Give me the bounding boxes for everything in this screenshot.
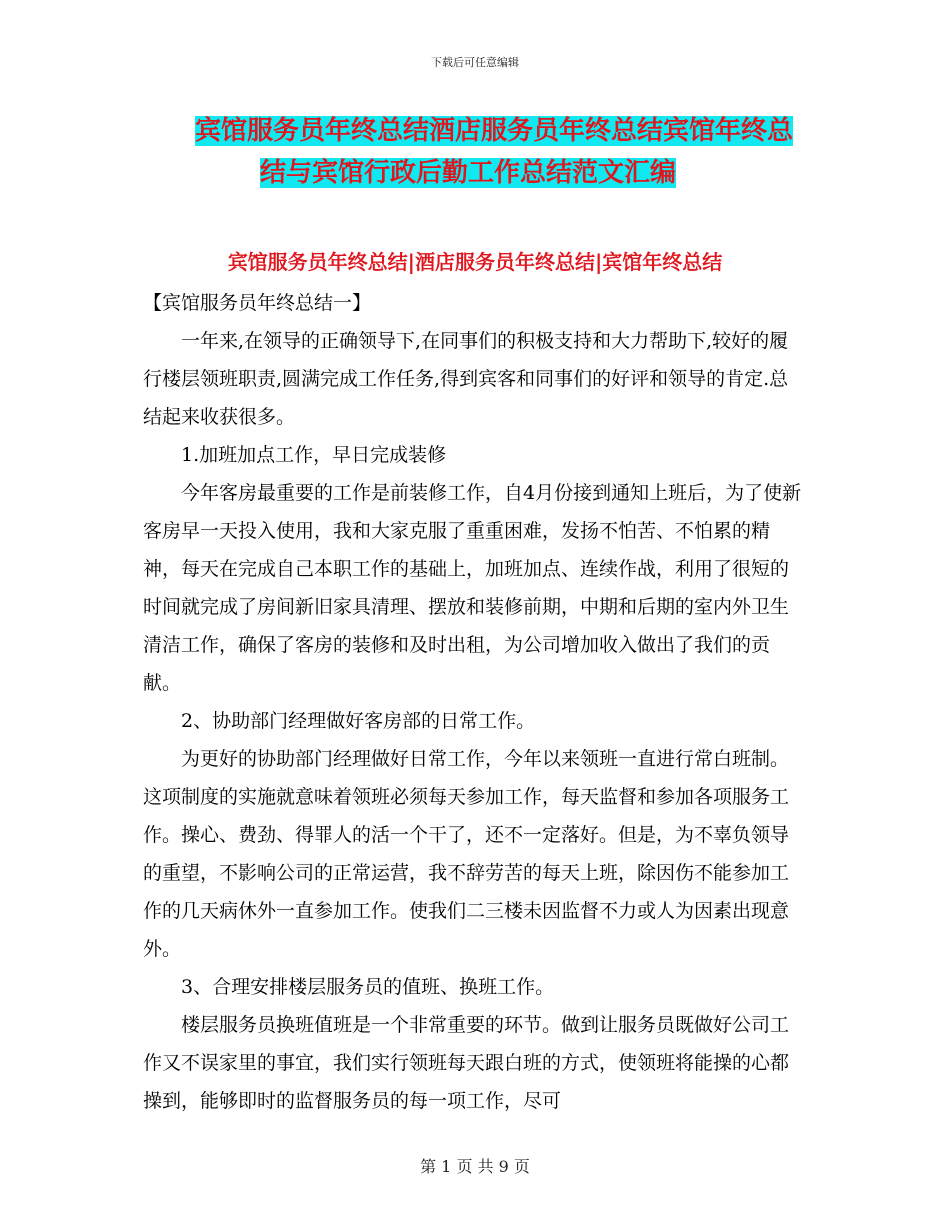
page-footer: 第 1 页 共 9 页 <box>420 1157 530 1176</box>
paragraph: 一年来,在领导的正确领导下,在同事们的积极支持和大力帮助下,较好的履行楼层领班职责,圆满完成工作任务,得到宾客和同事们的好评和领导的肯定.总结起来收获很多。 <box>143 330 789 428</box>
title-line-2: 结与宾馆行政后勤工作总结范文汇编 <box>260 158 677 188</box>
body-text <box>143 284 803 1120</box>
paragraph: 2、协助部门经理做好客房部的日常工作。 <box>181 710 536 732</box>
paragraph: 为更好的协助部门经理做好日常工作，今年以来领班一直进行常白班制。这项制度的实施就意味着领班必须每天参加工作，每天监督和参加各项服务工作。操心、费劲、得罪人的活一个干了，还不一定落好。但是，为不辜负领导的重望，不影响公司的正常运营，我不辞劳苦的每天上班，除因伤不能参加工作的几天病休外一直参加工作。使我们二三楼未因监督不力或人为因素出现意外。 <box>143 748 790 960</box>
paragraph: 1.加班加点工作，早日完成装修 <box>181 444 447 466</box>
document-title <box>150 110 830 194</box>
title-line-1: 宾馆服务员年终总结酒店服务员年终总结宾馆年终总 <box>195 116 794 146</box>
header-note: 下载后可任意编辑 <box>431 56 519 69</box>
paragraph: 楼层服务员换班值班是一个非常重要的环节。做到让服务员既做好公司工作又不误家里的事宜，我们实行领班每天跟白班的方式，使领班将能操的心都操到，能够即时的监督服务员的每一项工作，尽可 <box>143 1014 790 1112</box>
paragraph: 3、合理安排楼层服务员的值班、换班工作。 <box>181 976 555 998</box>
paragraph: 今年客房最重要的工作是前装修工作，自4月份接到通知上班后，为了使新客房早一天投入使用，我和大家克服了重重困难，发扬不怕苦、不怕累的精神，每天在完成自己本职工作的基础上，加班加点、连续作战，利用了很短的时间就完成了房间新旧家具清理、摆放和装修前期，中期和后期的室内外卫生清洁工作，确保了客房的装修和及时出租，为公司增加收入做出了我们的贡献。 <box>143 482 802 694</box>
section-heading: 【宾馆服务员年终总结一】 <box>143 292 372 314</box>
section-subtitle: 宾馆服务员年终总结|酒店服务员年终总结|宾馆年终总结 <box>227 250 723 274</box>
